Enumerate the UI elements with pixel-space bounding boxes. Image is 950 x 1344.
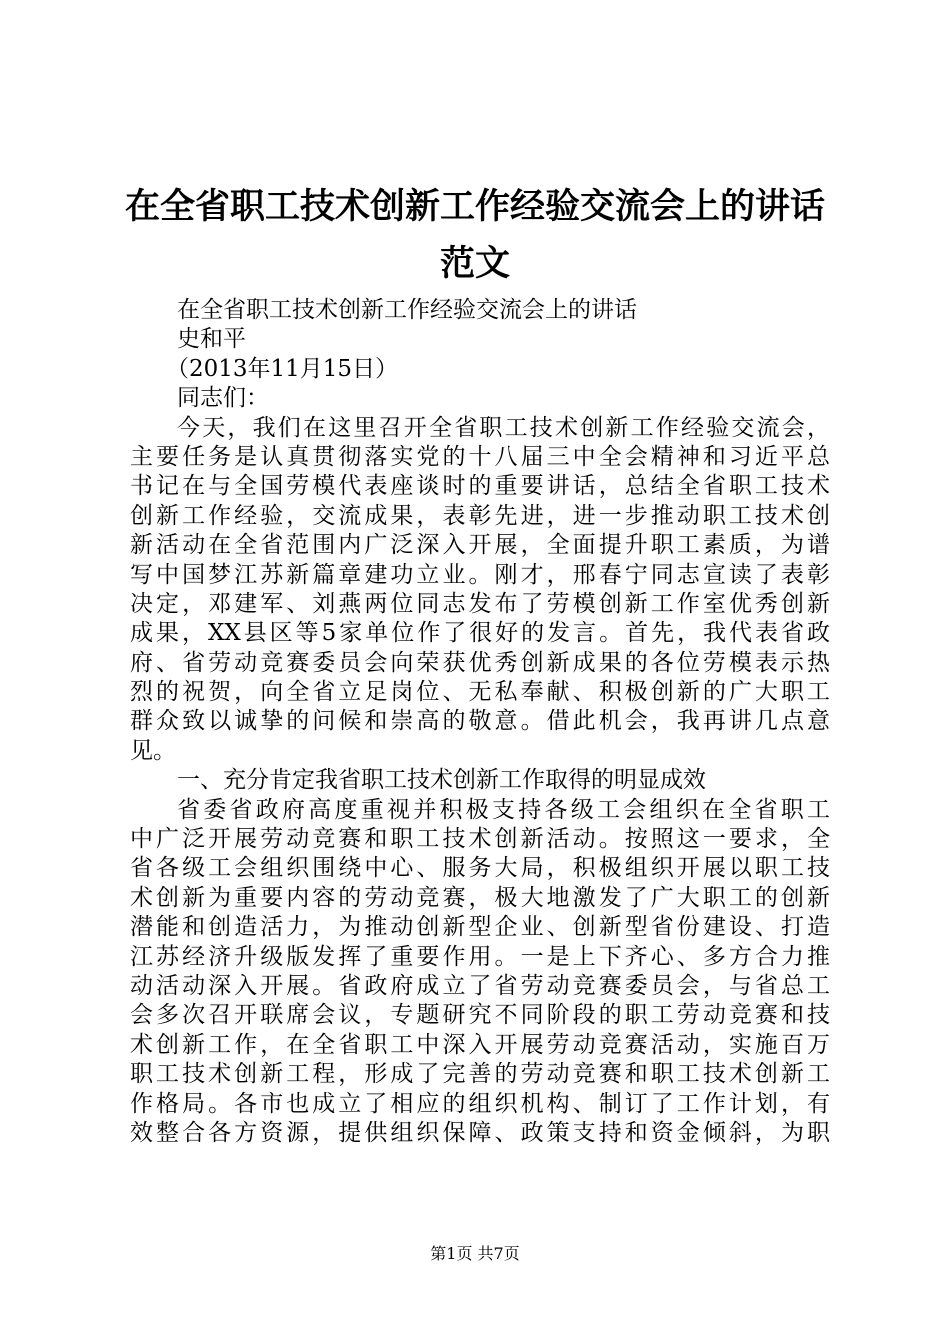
paragraph-line: 新活动在全省范围内广泛深入开展，全面提升职工素质，为谱 [130,532,830,559]
author: 史和平 [177,326,246,353]
page-footer: 第1页 共7页 [430,1244,520,1263]
paragraph-line: 中广泛开展劳动竞赛和职工技术创新活动。按照这一要求，全 [130,826,830,853]
paragraph-line: 职工技术创新工程，形成了完善的劳动竞赛和职工技术创新工 [130,1061,830,1088]
document-body [130,296,830,1148]
paragraph-line: 决定，邓建军、刘燕两位同志发布了劳模创新工作室优秀创新 [130,590,830,617]
paragraph-line: 写中国梦江苏新篇章建功立业。刚才，邢春宁同志宣读了表彰 [130,561,830,588]
paragraph-line: 见。 [130,737,176,764]
paragraph-line: 动活动深入开展。省政府成立了省劳动竞赛委员会，与省总工 [130,972,830,999]
salutation: 同志们： [177,385,269,412]
paragraph-line: 江苏经济升级版发挥了重要作用。一是上下齐心、多方合力推 [130,943,830,970]
paragraph-line: 术创新工作，在全省职工中深入开展劳动竞赛活动，实施百万 [130,1031,830,1058]
paragraph-line: 主要任务是认真贯彻落实党的十八届三中全会精神和习近平总 [130,443,830,470]
paragraph-line: 作格局。各市也成立了相应的组织机构、制订了工作计划，有 [130,1090,830,1117]
paragraph-line: 会多次召开联席会议，专题研究不同阶段的职工劳动竞赛和技 [130,1002,830,1029]
paragraph-line: 群众致以诚挚的问候和崇高的敬意。借此机会，我再讲几点意 [130,708,830,735]
paragraph-line: 成果，XX县区等5家单位作了很好的发言。首先，我代表省政 [130,620,830,647]
title-line-1: 在全省职工技术创新工作经验交流会上的讲话 [124,187,825,227]
paragraph-1 [130,414,830,767]
paragraph-line: 烈的祝贺，向全省立足岗位、无私奉献、积极创新的广大职工 [130,679,830,706]
paragraph-line: 创新工作经验，交流成果，表彰先进，进一步推动职工技术创 [130,502,830,529]
paragraph-line: 书记在与全国劳模代表座谈时的重要讲话，总结全省职工技术 [130,473,830,500]
paragraph-line: 效整合各方资源，提供组织保障、政策支持和资金倾斜，为职 [130,1119,830,1146]
paragraph-line: 府、省劳动竞赛委员会向荣获优秀创新成果的各位劳模表示热 [130,649,830,676]
paragraph-2 [130,796,830,1149]
paragraph-line: 今天，我们在这里召开全省职工技术创新工作经验交流会， [177,414,830,441]
title-line-2: 范文 [439,244,510,284]
paragraph-line: 省各级工会组织围绕中心、服务大局，积极组织开展以职工技 [130,855,830,882]
paragraph-line: 术创新为重要内容的劳动竞赛，极大地激发了广大职工的创新 [130,884,830,911]
section-heading-1: 一、充分肯定我省职工技术创新工作取得的明显成效 [177,767,706,794]
subtitle: 在全省职工技术创新工作经验交流会上的讲话 [177,297,637,323]
date: （2013年11月15日） [166,355,399,382]
paragraph-line: 省委省政府高度重视并积极支持各级工会组织在全省职工 [177,796,830,823]
paragraph-line: 潜能和创造活力，为推动创新型企业、创新型省份建设、打造 [130,914,830,941]
